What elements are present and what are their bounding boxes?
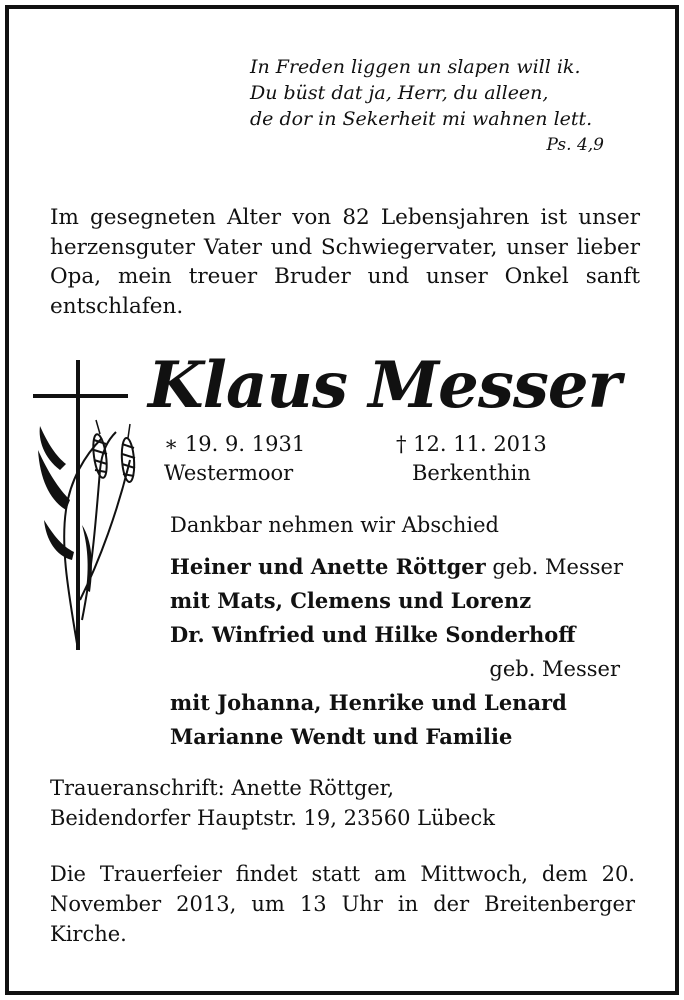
deceased-name: Klaus Messer [148, 348, 621, 423]
psalm-line-1: In Freden liggen un slapen will ik. [250, 56, 581, 78]
intro-paragraph: Im gesegneten Alter von 82 Lebensjahren ist unser herzensguter Vater und Schwiegervater, unser lieber Opa, mein treuer Bruder und unser Onkel sanft entschlafen. [50, 205, 640, 319]
mourner-names-2: mit Mats, Clemens und Lorenz [170, 588, 532, 613]
psalm-line-2: Du büst dat ja, Herr, du alleen, [250, 82, 549, 104]
psalm-reference: Ps. 4,9 [546, 135, 604, 155]
death-info [396, 430, 547, 488]
mourners-block [170, 508, 623, 754]
birth-place: Westermoor [164, 461, 294, 485]
mourner-line-2 [170, 584, 620, 618]
thanks-line: Dankbar nehmen wir Abschied [170, 513, 499, 537]
birth-date: ∗ 19. 9. 1931 [164, 432, 306, 456]
address-line-1: Traueranschrift: Anette Röttger, [50, 776, 395, 800]
address-line-2: Beidendorfer Hauptstr. 19, 23560 Lübeck [50, 806, 495, 830]
cross-with-wheat-icon [30, 360, 150, 650]
mourner-line-3 [170, 618, 620, 652]
mourner-names-5: mit Johanna, Henrike und Lenard [170, 690, 567, 715]
psalm-line-3: de dor in Sekerheit mi wahnen lett. [250, 108, 593, 130]
death-date: † 12. 11. 2013 [396, 432, 547, 456]
funeral-notice: Die Trauerfeier findet statt am Mittwoch, dem 20. November 2013, um 13 Uhr in der Breitenberger Kirche. [50, 862, 635, 946]
mourner-names-3: Dr. Winfried und Hilke Sonderhoff [170, 622, 576, 647]
maiden-name-note-2: geb. Messer [489, 657, 620, 681]
mourning-address [50, 773, 495, 833]
mourner-names-6: Marianne Wendt und Familie [170, 724, 513, 749]
death-place: Berkenthin [411, 461, 531, 485]
mourner-line-1 [170, 550, 623, 584]
birth-info [164, 430, 305, 488]
mourner-line-5 [170, 686, 620, 720]
psalm-quote [250, 54, 610, 158]
maiden-name-note-1: geb. Messer [485, 555, 623, 579]
mourner-line-6 [170, 720, 620, 754]
mourner-names-1: Heiner und Anette Röttger [170, 554, 486, 579]
